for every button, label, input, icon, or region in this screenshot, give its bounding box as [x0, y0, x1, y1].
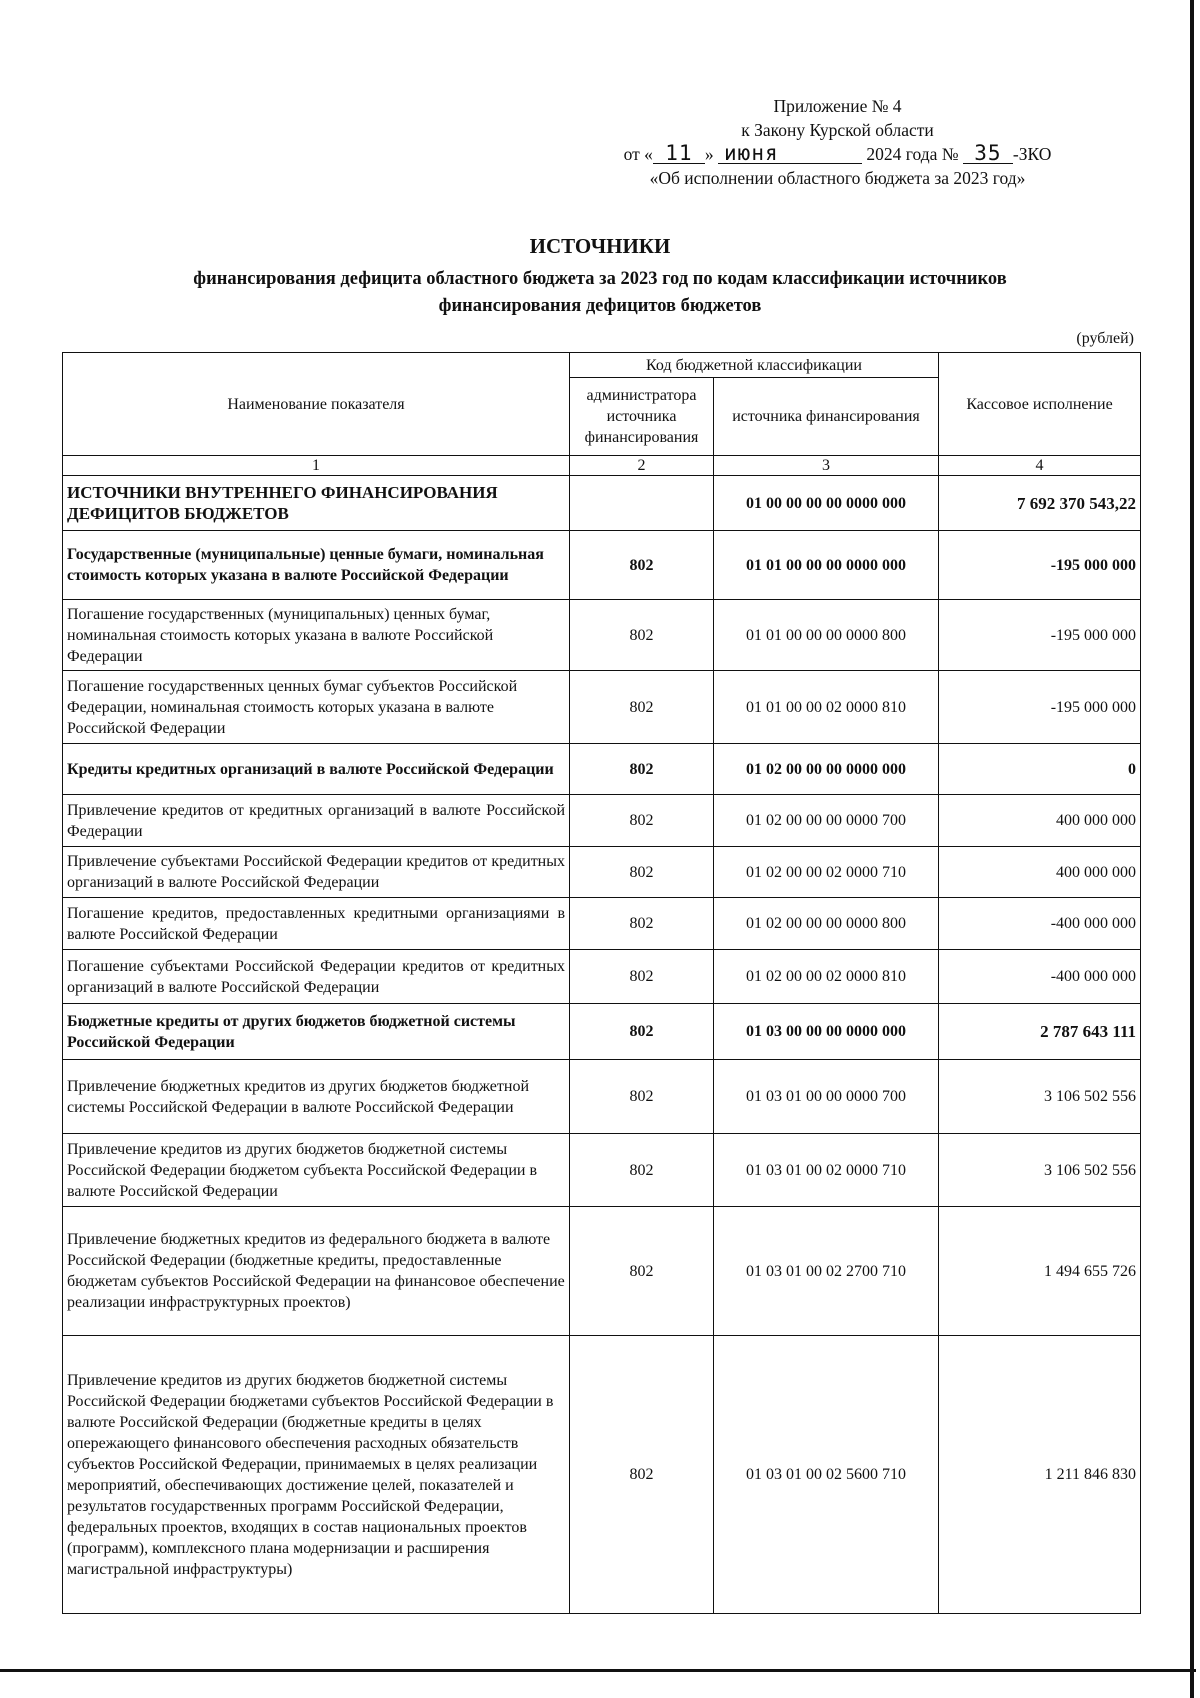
row-name: Привлечение бюджетных кредитов из федерального бюджета в валюте Российской Федерации (бюджетные кредиты, предоставленные бюджетам субъектов Российской Федерации на финансовое обеспечение реализации инфраструктурных проектов)	[63, 1207, 570, 1336]
table-row	[63, 600, 1141, 671]
table-row	[63, 1336, 1141, 1614]
header-admin: администратора источника финансирования	[570, 378, 714, 456]
row-admin: 802	[570, 1004, 714, 1060]
subtitle-line-2: финансирования дефицитов бюджетов	[438, 296, 762, 316]
row-name: Погашение кредитов, предоставленных кредитными организациями в валюте Российской Федерации	[63, 898, 570, 950]
row-amount: -400 000 000	[939, 950, 1141, 1004]
row-amount: -195 000 000	[939, 531, 1141, 600]
handwritten-month: июня	[718, 143, 862, 164]
table-row	[63, 744, 1141, 795]
appendix-date-line	[600, 142, 1075, 166]
document-title: ИСТОЧНИКИ	[529, 234, 671, 258]
header-source: источника финансирования	[714, 378, 939, 456]
row-name: ИСТОЧНИКИ ВНУТРЕННЕГО ФИНАНСИРОВАНИЯ ДЕФИЦИТОВ БЮДЖЕТОВ	[63, 476, 570, 531]
row-code: 01 02 00 00 00 0000 800	[714, 898, 939, 950]
subtitle-line-1: финансирования дефицита областного бюджета за 2023 год по кодам классификации источников	[193, 269, 1007, 289]
row-code: 01 02 00 00 02 0000 710	[714, 847, 939, 898]
row-name: Погашение государственных ценных бумаг субъектов Российской Федерации, номинальная стоимость которых указана в валюте Российской Федерации	[63, 671, 570, 744]
document-subtitle	[100, 266, 1100, 320]
row-amount: 3 106 502 556	[939, 1134, 1141, 1207]
row-admin: 802	[570, 531, 714, 600]
page-edge-right	[1190, 0, 1194, 1698]
row-amount: -400 000 000	[939, 898, 1141, 950]
row-admin: 802	[570, 1060, 714, 1134]
row-code: 01 03 00 00 00 0000 000	[714, 1004, 939, 1060]
appendix-law-title: «Об исполнении областного бюджета за 2023 год»	[649, 168, 1026, 188]
column-number: 2	[570, 456, 714, 476]
row-name: Бюджетные кредиты от других бюджетов бюджетной системы Российской Федерации	[63, 1004, 570, 1060]
row-name: Государственные (муниципальные) ценные бумаги, номинальная стоимость которых указана в валюте Российской Федерации	[63, 531, 570, 600]
law-number-suffix: -ЗКО	[1012, 144, 1052, 164]
handwritten-day: 11	[653, 143, 705, 164]
row-name: Привлечение субъектами Российской Федерации кредитов от кредитных организаций в валюте Российской Федерации	[63, 847, 570, 898]
row-amount: 0	[939, 744, 1141, 795]
sources-table	[62, 352, 1141, 1614]
table-row	[63, 1134, 1141, 1207]
row-code: 01 02 00 00 02 0000 810	[714, 950, 939, 1004]
row-admin: 802	[570, 950, 714, 1004]
row-name: Привлечение кредитов от кредитных организаций в валюте Российской Федерации	[63, 795, 570, 847]
table-row	[63, 671, 1141, 744]
row-amount: 7 692 370 543,22	[939, 476, 1141, 531]
row-name: Привлечение кредитов из других бюджетов бюджетной системы Российской Федерации бюджетом субъекта Российской Федерации в валюте Российской Федерации	[63, 1134, 570, 1207]
header-code-group: Код бюджетной классификации	[570, 353, 939, 378]
handwritten-law-number: 35	[963, 143, 1013, 164]
units-label: (рублей)	[1076, 330, 1134, 347]
table-row	[63, 1060, 1141, 1134]
row-amount: 3 106 502 556	[939, 1060, 1141, 1134]
row-amount: 1 211 846 830	[939, 1336, 1141, 1614]
column-number-row	[63, 456, 1141, 476]
row-amount: 1 494 655 726	[939, 1207, 1141, 1336]
table-row	[63, 795, 1141, 847]
table-row	[63, 950, 1141, 1004]
row-code: 01 03 01 00 00 0000 700	[714, 1060, 939, 1134]
row-code: 01 02 00 00 00 0000 700	[714, 795, 939, 847]
table-row	[63, 476, 1141, 531]
row-admin	[570, 476, 714, 531]
table-row	[63, 531, 1141, 600]
day-suffix: »	[704, 144, 714, 164]
column-number: 4	[939, 456, 1141, 476]
table-row	[63, 898, 1141, 950]
header-name: Наименование показателя	[63, 353, 570, 456]
row-admin: 802	[570, 1336, 714, 1614]
row-code: 01 01 00 00 02 0000 810	[714, 671, 939, 744]
row-amount: 400 000 000	[939, 847, 1141, 898]
column-number: 1	[63, 456, 570, 476]
table-row	[63, 847, 1141, 898]
table-header-row	[63, 353, 1141, 378]
row-code: 01 02 00 00 00 0000 000	[714, 744, 939, 795]
table-row	[63, 1004, 1141, 1060]
row-code: 01 03 01 00 02 0000 710	[714, 1134, 939, 1207]
row-admin: 802	[570, 847, 714, 898]
row-amount: -195 000 000	[939, 600, 1141, 671]
row-admin: 802	[570, 1134, 714, 1207]
row-name: Погашение государственных (муниципальных) ценных бумаг, номинальная стоимость которых указана в валюте Российской Федерации	[63, 600, 570, 671]
row-amount: 400 000 000	[939, 795, 1141, 847]
row-admin: 802	[570, 795, 714, 847]
row-amount: 2 787 643 111	[939, 1004, 1141, 1060]
row-admin: 802	[570, 600, 714, 671]
header-amount: Кассовое исполнение	[939, 353, 1141, 456]
row-name: Кредиты кредитных организаций в валюте Российской Федерации	[63, 744, 570, 795]
row-code: 01 01 00 00 00 0000 000	[714, 531, 939, 600]
row-admin: 802	[570, 1207, 714, 1336]
row-name: Привлечение кредитов из других бюджетов бюджетной системы Российской Федерации бюджетами субъектов Российской Федерации в валюте Российской Федерации (бюджетные кредиты в целях опережающего финансового обеспечения расходных обязательств субъектов Российской Федерации, принимаемых в целях реализации мероприятий, обеспечивающих достижение целей, показателей и результатов государственных программ Российской Федерации, федеральных проектов, входящих в состав национальных проектов (программ), комплексного плана модернизации и расширения магистральной инфраструктуры)	[63, 1336, 570, 1614]
column-number: 3	[714, 456, 939, 476]
row-code: 01 01 00 00 00 0000 800	[714, 600, 939, 671]
row-code: 01 00 00 00 00 0000 000	[714, 476, 939, 531]
appendix-header	[600, 94, 1075, 190]
page-edge-bottom	[0, 1669, 1196, 1672]
row-admin: 802	[570, 744, 714, 795]
row-amount: -195 000 000	[939, 671, 1141, 744]
table-row	[63, 1207, 1141, 1336]
appendix-number: Приложение № 4	[773, 96, 902, 116]
row-code: 01 03 01 00 02 2700 710	[714, 1207, 939, 1336]
row-admin: 802	[570, 898, 714, 950]
appendix-law-ref: к Закону Курской области	[741, 120, 934, 140]
row-admin: 802	[570, 671, 714, 744]
row-name: Погашение субъектами Российской Федерации кредитов от кредитных организаций в валюте Российской Федерации	[63, 950, 570, 1004]
year-part: 2024 года №	[866, 144, 959, 164]
date-prefix: от «	[623, 144, 653, 164]
row-name: Привлечение бюджетных кредитов из других бюджетов бюджетной системы Российской Федерации в валюте Российской Федерации	[63, 1060, 570, 1134]
row-code: 01 03 01 00 02 5600 710	[714, 1336, 939, 1614]
